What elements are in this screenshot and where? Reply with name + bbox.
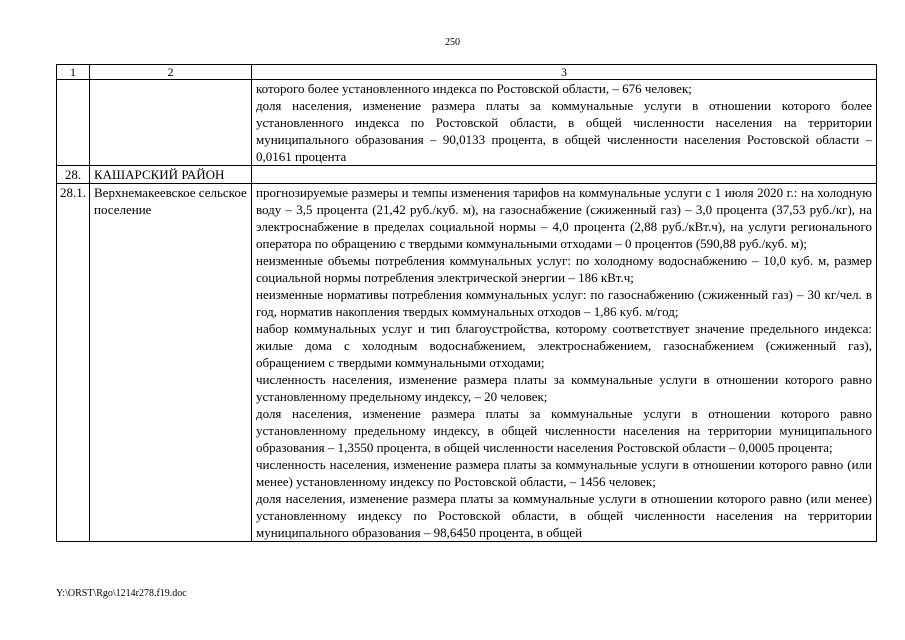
continuation-paragraph: доля населения, изменение размера платы за коммунальные услуги в отношении которого более установленного индекса по Ростовской области, в общей численности населения на территории муниципального образования – 90,0133 процента, в общей численности населения Ростовской области – 0,0161 процента — [256, 98, 872, 164]
header-cell-2: 2 — [90, 65, 252, 80]
row-name-cell — [90, 80, 252, 166]
header-cell-3: 3 — [252, 65, 877, 80]
table-row — [57, 80, 877, 166]
entry-paragraph: доля населения, изменение размера платы за коммунальные услуги в отношении которого равно установленному предельному индексу, в общей численности населения на территории муниципального образования – 1,3550 процента, в общей численности населения Ростовской области – 0,0005 процента; — [256, 406, 872, 455]
header-cell-1: 1 — [57, 65, 90, 80]
table-row — [57, 184, 877, 542]
entry-paragraph: численность населения, изменение размера платы за коммунальные услуги в отношении которого равно (или менее) установленному индексу по Ростовской области, – 1456 человек; — [256, 457, 872, 489]
district-number: 28. — [57, 166, 90, 184]
entry-number: 28.1. — [57, 184, 90, 542]
district-name: КАШАРСКИЙ РАЙОН — [90, 166, 252, 184]
entry-name: Верхнемакеевское сельское поселение — [90, 184, 252, 542]
entry-paragraph: неизменные объемы потребления коммунальных услуг: по холодному водоснабжению – 10,0 куб. м, размер социальной нормы потребления электрической энергии – 186 кВт.ч; — [256, 253, 872, 285]
district-row — [57, 166, 877, 184]
page-number: 250 — [445, 37, 460, 48]
entry-paragraph: неизменные нормативы потребления коммунальных услуг: по газоснабжению (сжиженный газ) – 30 кг/чел. в год, норматив накопления твердых коммунальных отходов – 1,86 куб. м/год; — [256, 287, 872, 319]
row-number-cell — [57, 80, 90, 166]
row-text-cell — [252, 80, 877, 166]
continuation-paragraph: которого более установленного индекса по Ростовской области, – 676 человек; — [256, 81, 692, 96]
district-empty-cell — [252, 166, 877, 184]
entry-paragraph: набор коммунальных услуг и тип благоустройства, которому соответствует значение предельного индекса: жилые дома с холодным водоснабжением, электроснабжением, газоснабжением (сжиженный газ), обращением с твердыми коммунальными отходами; — [256, 321, 872, 370]
footer-file-path: Y:\ORST\Rgo\1214r278.f19.doc — [56, 588, 187, 599]
entry-paragraph: прогнозируемые размеры и темпы изменения тарифов на коммунальные услуги с 1 июля 2020 г.: на холодную воду – 3,5 процента (21,42 руб./куб. м), на газоснабжение (сжиженный газ) – 3,0 процента (37,53 руб./кг), на электроснабжение в пределах социальной нормы – 4,0 процента (2,88 руб./кВт.ч), на услуги регионального оператора по обращению с твердыми коммунальными отходами – 0 процентов (590,88 руб./куб. м); — [256, 185, 872, 251]
data-table — [56, 64, 877, 542]
table-header-row — [57, 65, 877, 80]
entry-paragraph: доля населения, изменение размера платы за коммунальные услуги в отношении которого равно (или менее) установленному индексу по Ростовской области, в общей численности населения на территории муниципального образования – 98,6450 процента, в общей — [256, 491, 872, 540]
entry-text-cell — [252, 184, 877, 542]
entry-paragraph: численность населения, изменение размера платы за коммунальные услуги в отношении которого равно установленному предельному индексу, – 20 человек; — [256, 372, 872, 404]
